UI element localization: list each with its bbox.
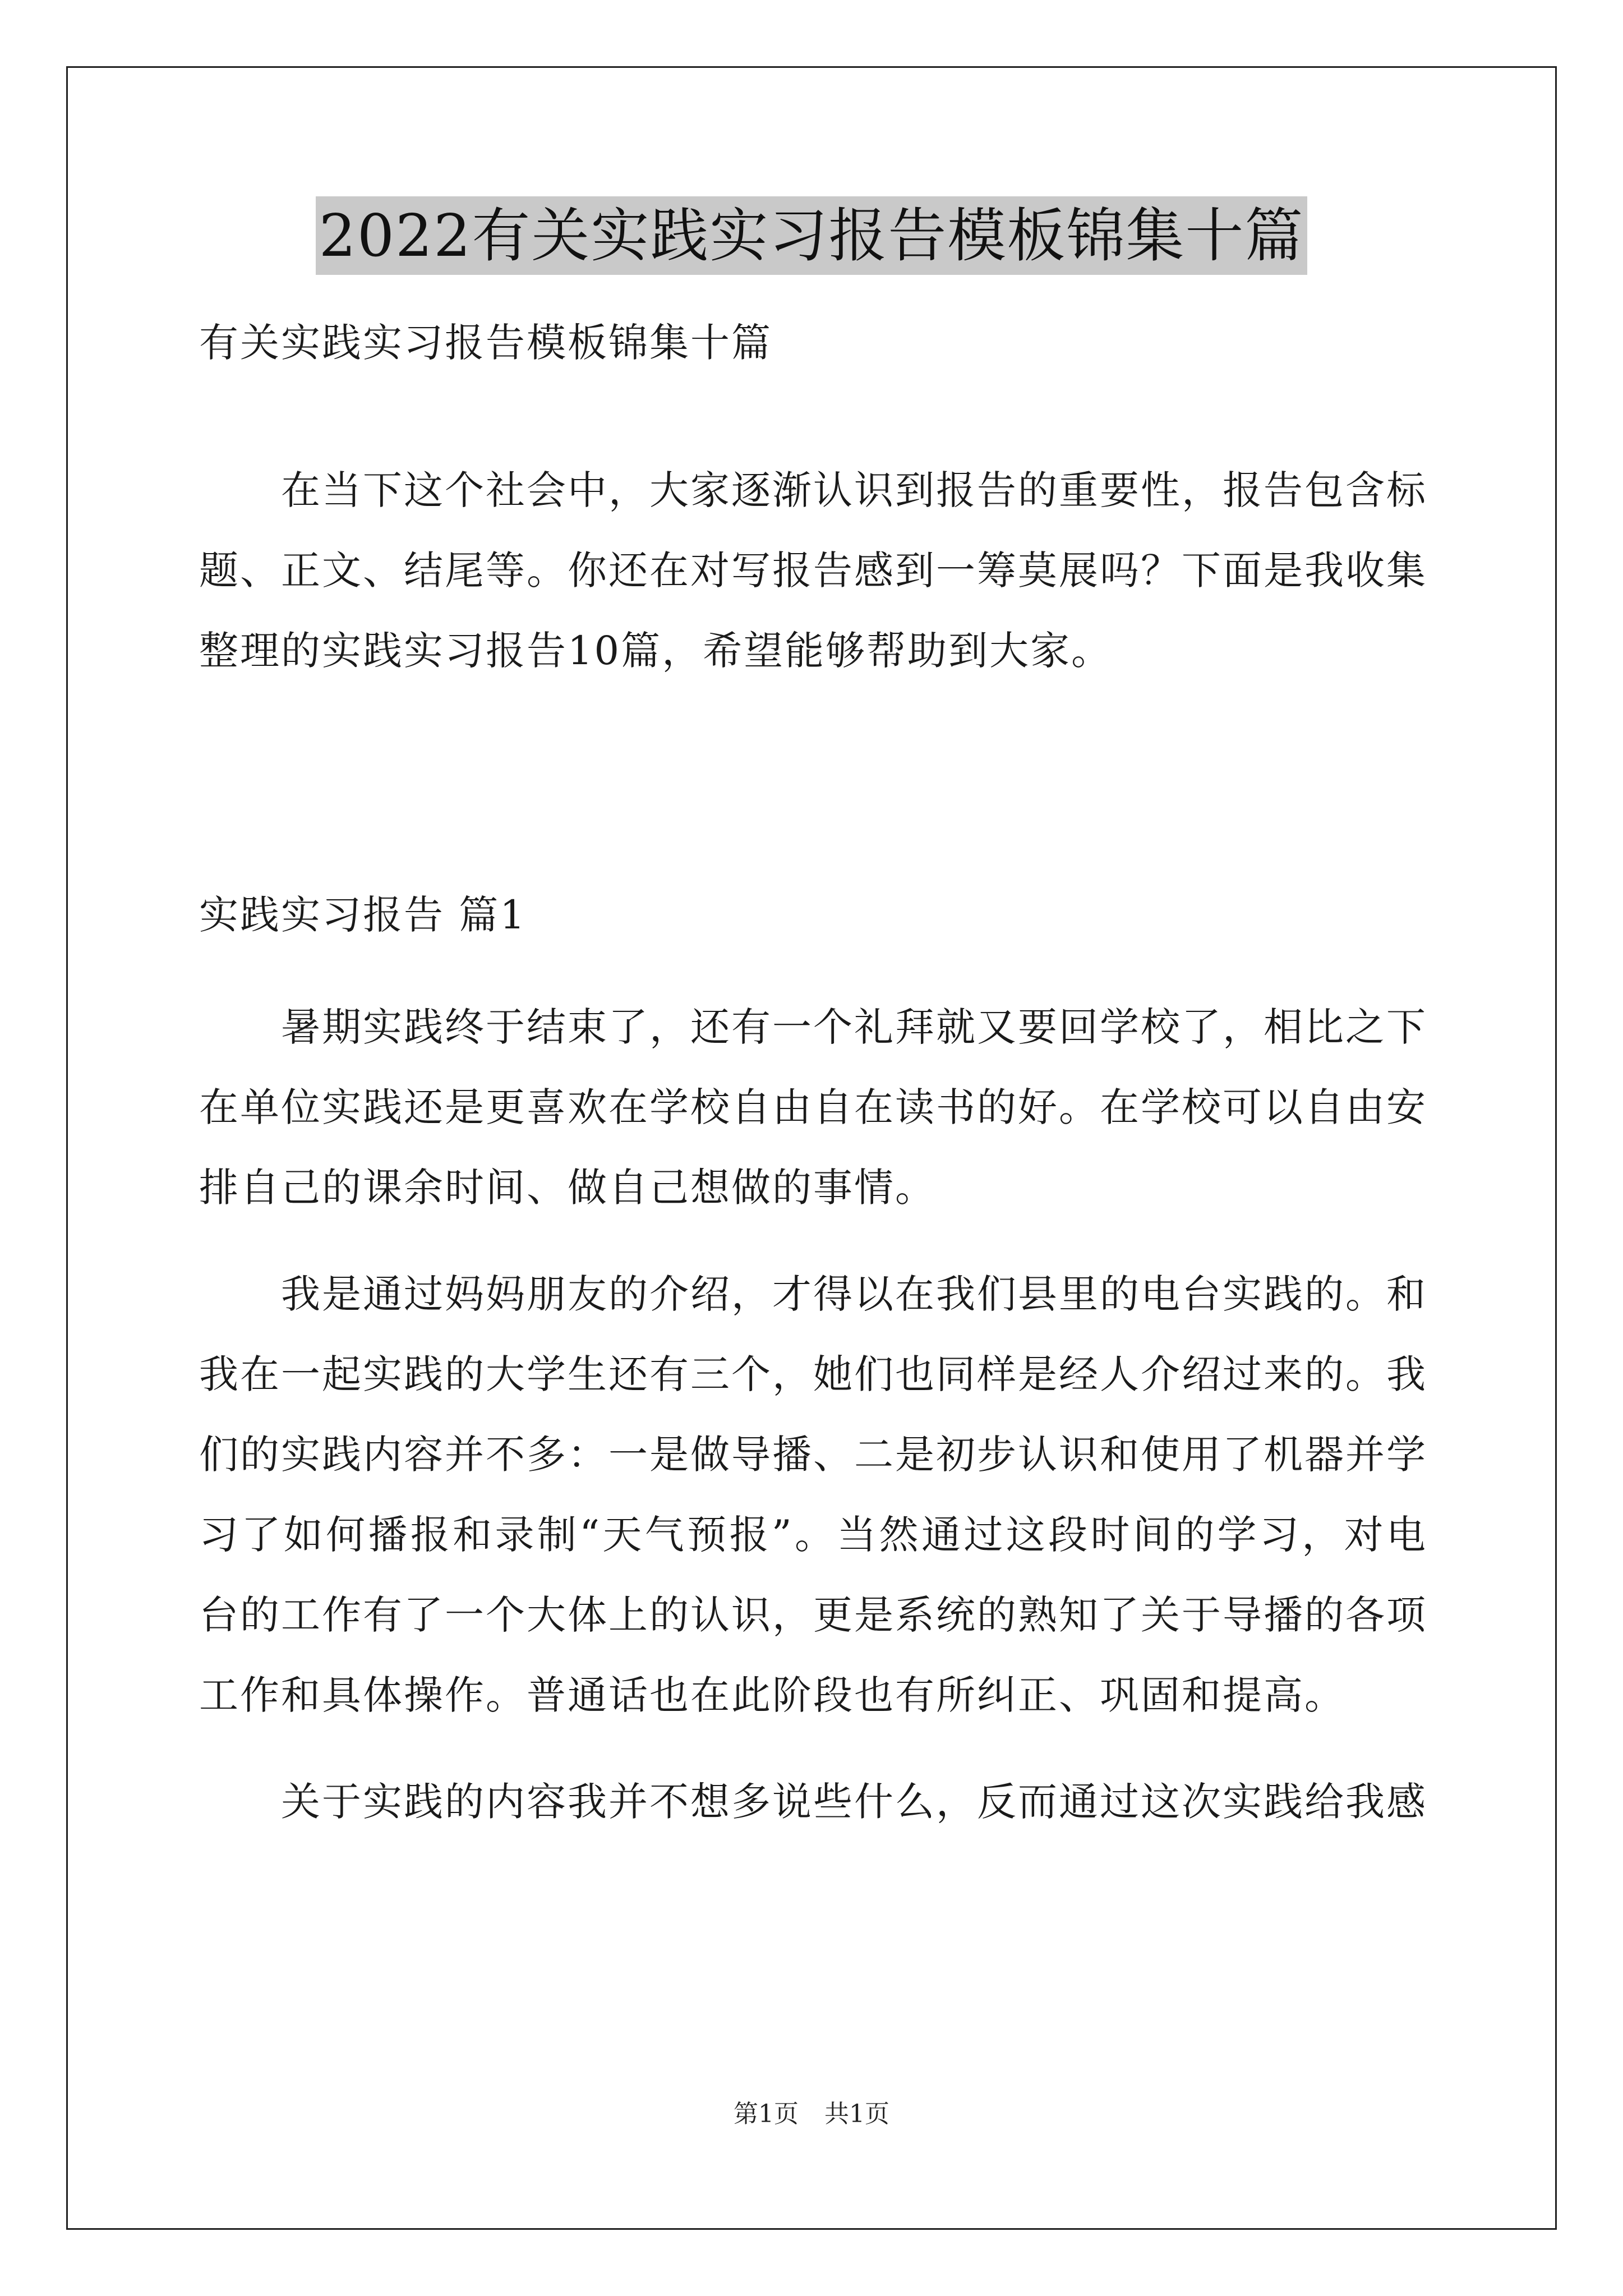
intro-paragraph: 在当下这个社会中，大家逐渐认识到报告的重要性，报告包含标题、正文、结尾等。你还在对写报告感到一筹莫展吗？下面是我收集整理的实践实习报告10篇，希望能够帮助到大家。: [199, 467, 1427, 674]
body-paragraph: 暑期实践终于结束了，还有一个礼拜就又要回学校了，相比之下在单位实践还是更喜欢在学校自由自在读书的好。在学校可以自由安排自己的课余时间、做自己想做的事情。: [199, 1004, 1427, 1211]
page-number-current: 第1页: [734, 2100, 799, 2128]
page-footer: [0, 2097, 1623, 2131]
section-heading: 实践实习报告 篇1: [199, 892, 527, 938]
section-body: [199, 987, 1427, 1842]
body-paragraph: 关于实践的内容我并不想多说些什么，反而通过这次实践给我感: [281, 1779, 1427, 1825]
subtitle-block: [199, 303, 1427, 383]
page-number-total: 共1页: [824, 2100, 889, 2128]
title-container: [0, 196, 1623, 275]
document-subtitle: 有关实践实习报告模板锦集十篇: [199, 320, 772, 366]
document-title: 2022有关实践实习报告模板锦集十篇: [316, 196, 1308, 275]
section-heading-block: [199, 875, 1427, 955]
intro-block: [199, 450, 1427, 691]
body-paragraph: 我是通过妈妈朋友的介绍，才得以在我们县里的电台实践的。和我在一起实践的大学生还有三个，她们也同样是经人介绍过来的。我们的实践内容并不多：一是做导播、二是初步认识和使用了机器并学习了如何播报和录制“天气预报”。当然通过这段时间的学习，对电台的工作有了一个大体上的认识，更是系统的熟知了关于导播的各项工作和具体操作。普通话也在此阶段也有所纠正、巩固和提高。: [199, 1271, 1427, 1718]
